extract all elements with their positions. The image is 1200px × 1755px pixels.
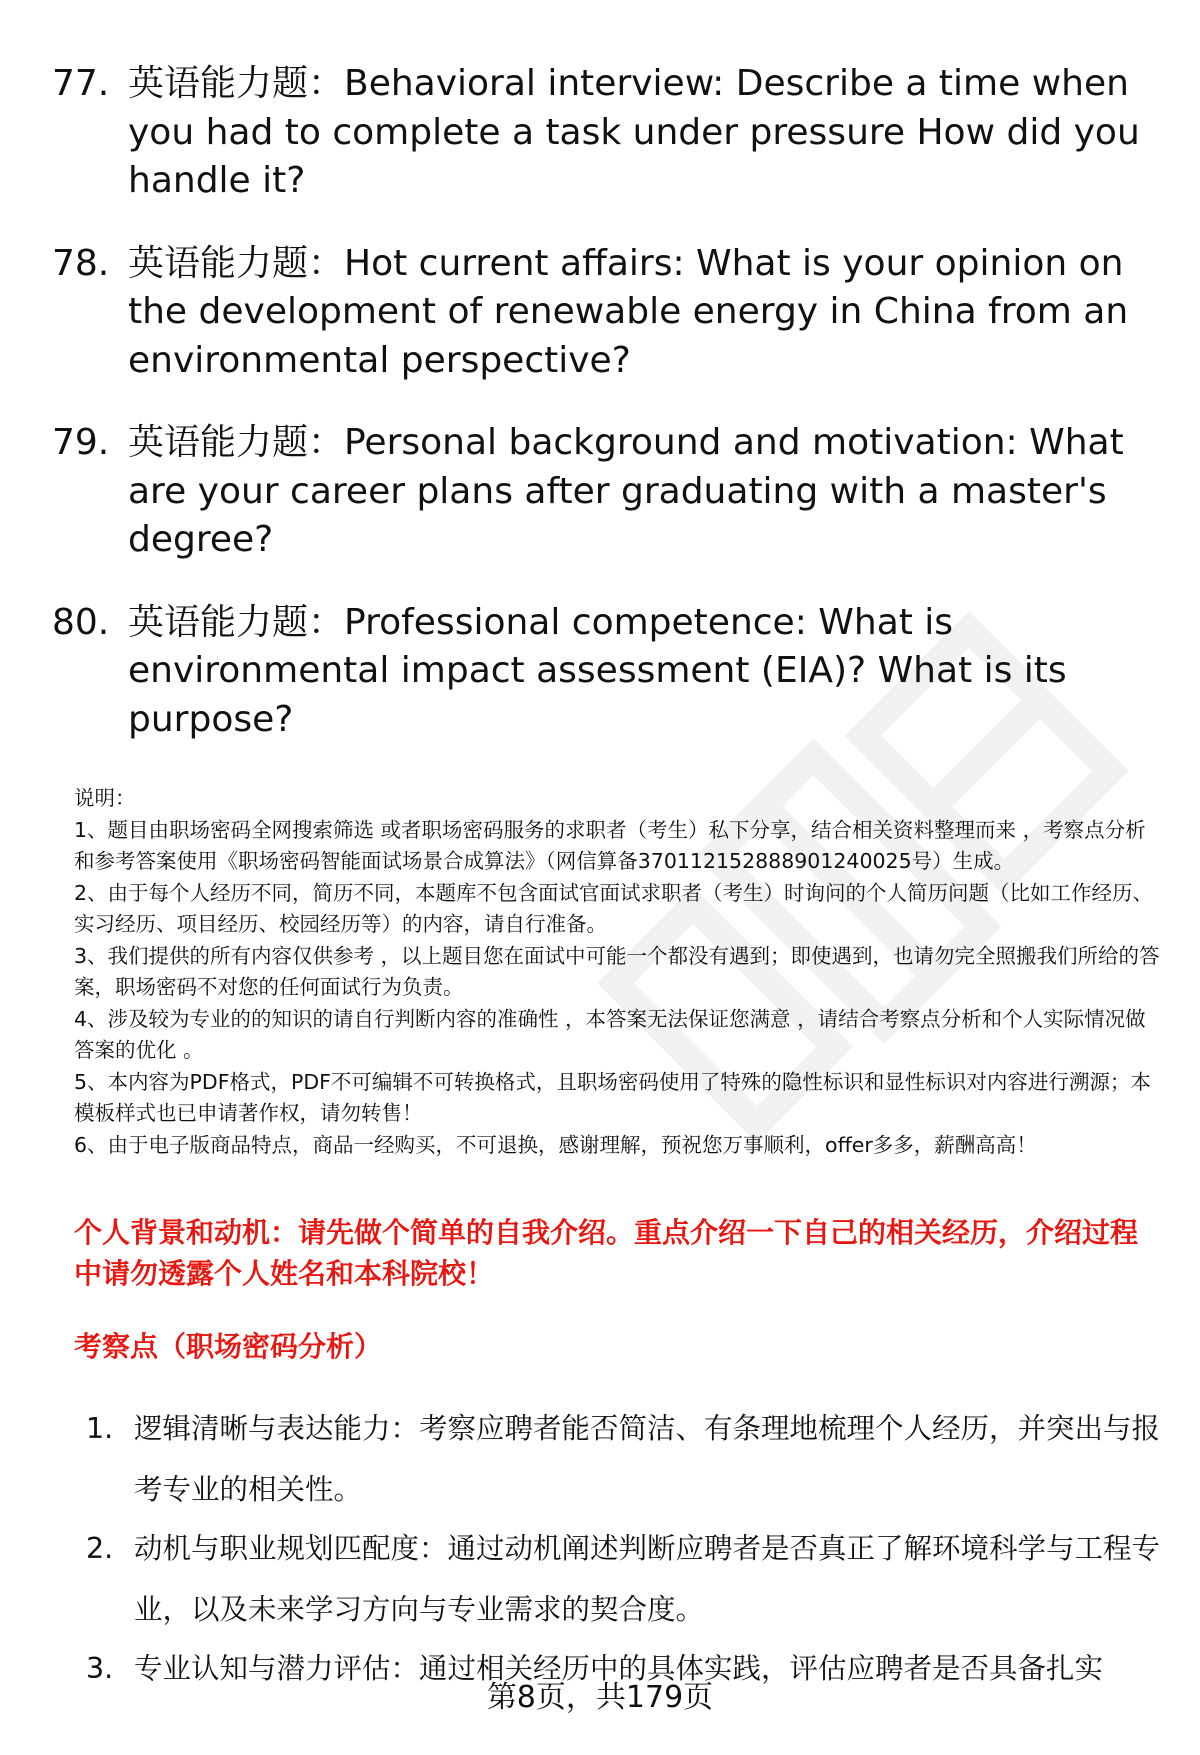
- question-number: 78.: [52, 242, 110, 284]
- note-item: 5、本内容为PDF格式，PDF不可编辑不可转换格式，且职场密码使用了特殊的隐性标识和显性标识对内容进行溯源；本模板样式也已申请著作权，请勿转售！: [74, 1069, 1151, 1125]
- question-item: [52, 240, 1162, 386]
- section-question-heading: 个人背景和动机：请先做个简单的自我介绍。重点介绍一下自己的相关经历，介绍过程中请勿透露个人姓名和本科院校！: [74, 1216, 1139, 1290]
- point-number: 1.: [86, 1412, 114, 1445]
- note-item: 3、我们提供的所有内容仅供参考 ，以上题目您在面试中可能一个都没有遇到；即使遇到，也请勿完全照搬我们所给的答案，职场密码不对您的任何面试行为负责。: [74, 943, 1160, 999]
- note-item: 4、涉及较为专业的的知识的请自行判断内容的准确性 ，本答案无法保证您满意 ，请结合考察点分析和个人实际情况做答案的优化 。: [74, 1006, 1146, 1062]
- question-item: [52, 599, 1162, 745]
- point-text: 动机与职业规划匹配度：通过动机阐述判断应聘者是否真正了解环境科学与工程专业，以及未来学习方向与专业需求的契合度。: [134, 1532, 1161, 1626]
- note-item: 2、由于每个人经历不同，简历不同，本题库不包含面试官面试求职者（考生）时询问的个人简历问题（比如工作经历、实习经历、项目经历、校园经历等）的内容，请自行准备。: [74, 880, 1154, 936]
- point-number: 3.: [86, 1652, 114, 1685]
- page-footer: 第8页，共179页: [486, 1680, 714, 1715]
- note-item: 6、由于电子版商品特点，商品一经购买，不可退换，感谢理解，预祝您万事顺利，offer多多，薪酬高高！: [74, 1132, 1037, 1157]
- question-number: 79.: [52, 422, 110, 463]
- question-number: 80.: [52, 601, 110, 643]
- question-text: 英语能力题：Behavioral interview: Describe a time when you had to complete a task under pressure How did you handle it?: [128, 63, 1140, 201]
- question-number: 77.: [52, 63, 110, 104]
- question-item: [52, 60, 1162, 206]
- point-text: 专业认知与潜力评估：通过相关经历中的具体实践，评估应聘者是否具备扎实: [134, 1652, 1104, 1685]
- point-text: 逻辑清晰与表达能力：考察应聘者能否简洁、有条理地梳理个人经历，并突出与报考专业的相关性。: [134, 1412, 1161, 1506]
- point-item: [80, 1518, 1160, 1640]
- point-number: 2.: [86, 1532, 114, 1565]
- note-item: 1、题目由职场密码全网搜索筛选 或者职场密码服务的求职者（考生）私下分享，结合相关资料整理而来 ，考察点分析和参考答案使用《职场密码智能面试场景合成算法》（网信算备370112152888901240025号）生成。: [74, 817, 1146, 873]
- notes-block: [74, 783, 1164, 1161]
- question-item: [52, 419, 1162, 565]
- section-points-heading: 考察点（职场密码分析）: [74, 1330, 383, 1363]
- point-item: [80, 1398, 1160, 1520]
- question-text: 英语能力题：Personal background and motivation: What are your career plans after graduating with a master's degree?: [128, 422, 1124, 560]
- question-list: [52, 60, 1162, 778]
- points-list: [80, 1398, 1160, 1699]
- question-text: 英语能力题：Professional competence: What is environmental impact assessment (EIA)? What is its purpose?: [128, 601, 1067, 740]
- notes-title: 说明：: [74, 786, 136, 810]
- question-text: 英语能力题：Hot current affairs: What is your opinion on the development of renewable energy in China from an environmental perspective?: [128, 242, 1129, 381]
